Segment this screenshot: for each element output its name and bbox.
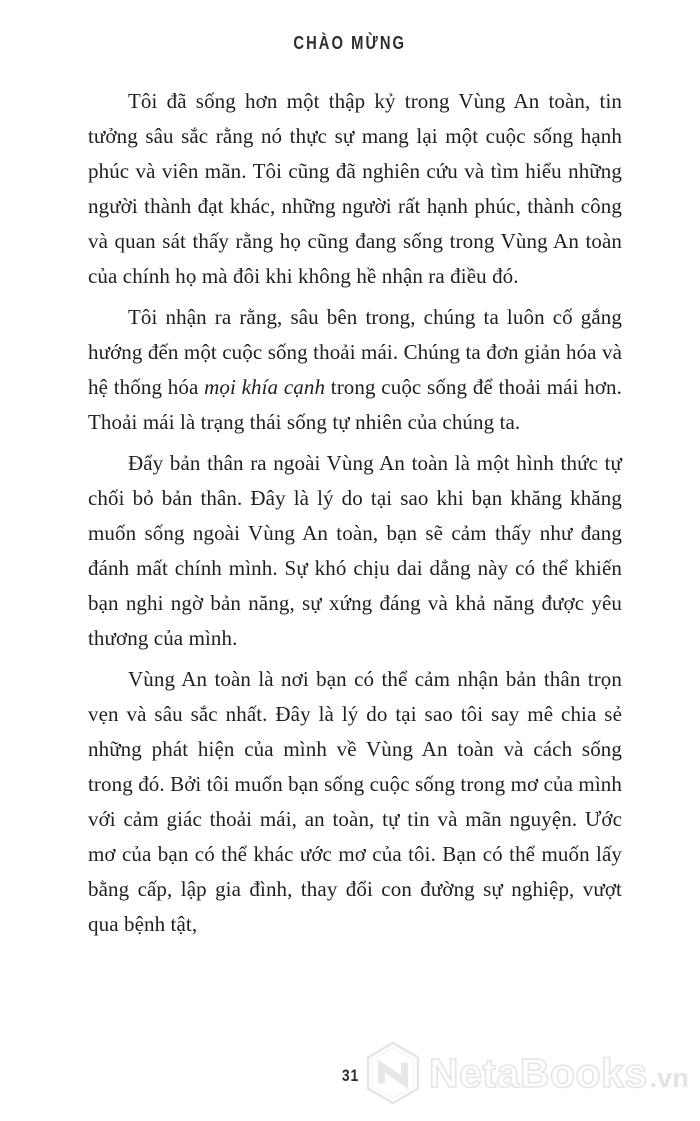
chapter-header-title: CHÀO MỪNG [293, 33, 407, 53]
watermark [364, 1040, 689, 1106]
body-paragraphs [88, 84, 622, 948]
watermark-tld: .vn [649, 1062, 689, 1093]
paragraph [88, 300, 622, 440]
paragraph [88, 446, 622, 656]
chapter-header [0, 33, 700, 54]
paragraph-text: Đẩy bản thân ra ngoài Vùng An toàn là một hình thức tự chối bỏ bản thân. Đây là lý do tại sao khi bạn khăng khăng muốn sống ngoài Vùng An toàn, bạn sẽ cảm thấy như đang đánh mất chính mình. Sự khó chịu dai dẳng này có thể khiến bạn nghi ngờ bản năng, sự xứng đáng và khả năng được yêu thương của mình. [88, 451, 622, 650]
paragraph [88, 662, 622, 942]
paragraph-text: Tôi nhận ra rằng, sâu bên trong, chúng ta luôn cố gắng hướng đến một cuộc sống thoải mái. Chúng ta đơn giản hóa và hệ thống hóa [88, 305, 622, 399]
netabooks-hexagon-n-icon [364, 1040, 422, 1106]
watermark-brand: NetaBooks [429, 1049, 648, 1096]
watermark-text [429, 1050, 689, 1097]
paragraph-text: trong cuộc sống để thoải mái hơn. Thoải mái là trạng thái sống tự nhiên của chúng ta. [88, 375, 622, 434]
emphasized-text: mọi khía cạnh [204, 375, 326, 399]
paragraph-text: Vùng An toàn là nơi bạn có thể cảm nhận bản thân trọn vẹn và sâu sắc nhất. Đây là lý do tại sao tôi say mê chia sẻ những phát hiện của mình về Vùng An toàn và cách sống trong đó. Bởi tôi muốn bạn sống cuộc sống trong mơ của mình với cảm giác thoải mái, an toàn, tự tin và mãn nguyện. Ước mơ của bạn có thể khác ước mơ của tôi. Bạn có thể muốn lấy bằng cấp, lập gia đình, thay đổi con đường sự nghiệp, vượt qua bệnh tật, [88, 667, 622, 936]
paragraph-text: Tôi đã sống hơn một thập kỷ trong Vùng An toàn, tin tưởng sâu sắc rằng nó thực sự mang lại một cuộc sống hạnh phúc và viên mãn. Tôi cũng đã nghiên cứu và tìm hiểu những người thành đạt khác, những người rất hạnh phúc, thành công và quan sát thấy rằng họ cũng đang sống trong Vùng An toàn của chính họ mà đôi khi không hề nhận ra điều đó. [88, 89, 622, 288]
page-number: 31 [341, 1066, 360, 1085]
paragraph [88, 84, 622, 294]
